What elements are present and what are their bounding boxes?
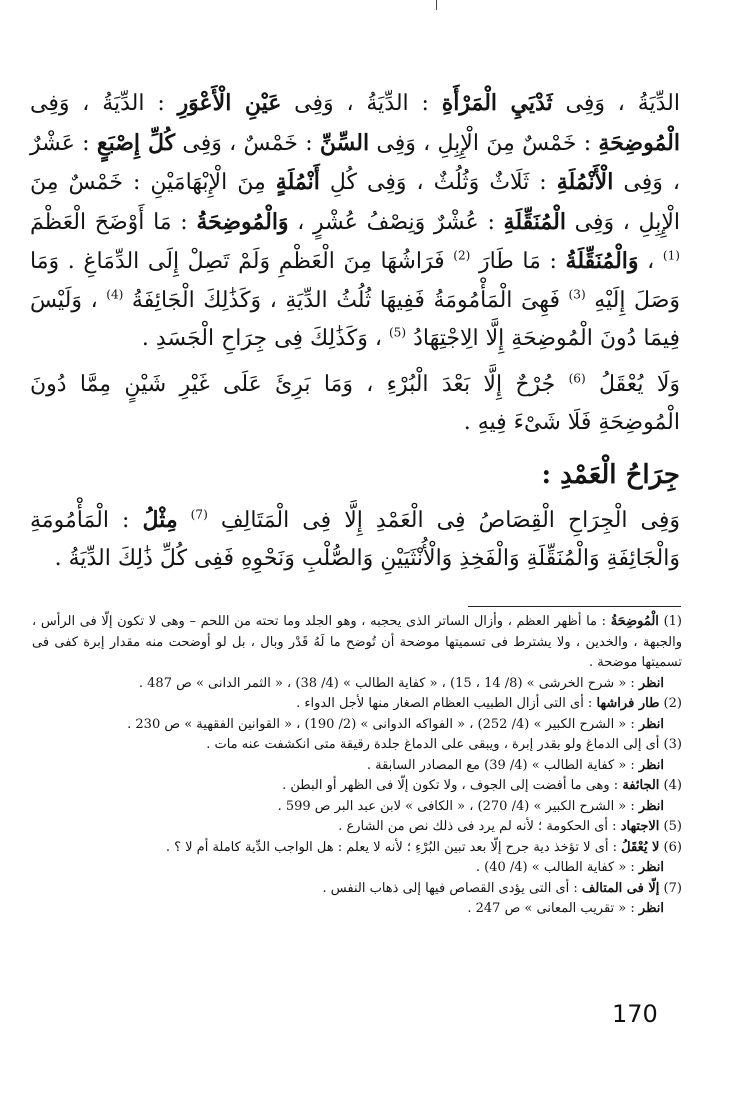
footnote-7 <box>32 879 682 900</box>
text-run: وَفِى الْجِرَاحِ الْقِصَاصُ فِى الْعَمْدِ إِلَّا فِى الْمَتَالِفِ <box>207 507 680 533</box>
source-text: : « كفاية الطالب » (4/ 39) مع المصادر السابقة . <box>366 757 639 773</box>
footnote-term: الجائفة <box>622 778 660 793</box>
footnote-term: الاجتهاد <box>620 819 660 834</box>
footnote-number: (1) <box>658 614 682 629</box>
text-run: : عُشْرٌ وَنِصْفُ عُشْرٍ ، <box>288 209 504 235</box>
footnote-ref-3: (3) <box>568 287 586 302</box>
term-one-eyed: عَيْنِ الْأَعْوَرِ <box>177 90 282 116</box>
footnote-divider <box>468 606 681 607</box>
term-fingertip: الْأَنْمُلَةِ <box>556 169 614 195</box>
term-such-as: مِثْلُ <box>142 506 178 533</box>
page-number: 170 <box>612 1000 658 1028</box>
text-run: : الدِّيَةُ ، وَفِى <box>30 91 178 116</box>
source-text: : « شرح الخرشى » (8/ 14 ، 15) ، « كفاية الطالب » (4/ 38) ، « الثمر الدانى » ص 487 . <box>138 675 639 691</box>
text-run: : الدِّيَةُ ، وَفِى <box>281 91 442 116</box>
footnote-1-source <box>32 674 682 695</box>
source-text: : « كفاية الطالب » (4/ 40) . <box>475 860 639 875</box>
text-run: : ثَلَاثٌ وَثُلُثٌ ، وَفِى كُلِ <box>319 170 557 195</box>
source-text: : « الشرح الكبير » (4/ 252) ، « الفواكه الدوانى » (2/ 190) ، « القوانين الفقهية » ص 230 . <box>127 716 639 732</box>
footnote-term: الْمُوضِحَةُ <box>610 614 659 629</box>
text-run: الدِّيَةُ ، وَفِى <box>552 91 680 116</box>
footnote-ref-4: (4) <box>106 287 124 302</box>
paragraph-healing <box>30 366 680 443</box>
text-run: فَرَاشُهَا مِنَ الْعَظْمِ وَلَمْ تَصِلْ إِلَى الدِّمَاغِ . وَمَا وَصَلَ إِلَيْهِ <box>30 249 681 313</box>
term-munaqqila: الْمُنَقِّلَةِ <box>503 208 566 235</box>
term-finger: كُلِّ إِصْبَعٍ <box>96 129 176 156</box>
see-label: انظر <box>638 757 664 773</box>
footnote-4 <box>32 776 682 797</box>
footnote-ref-1: (1) <box>662 248 680 263</box>
footnote-5 <box>32 817 682 838</box>
paragraph-diyat <box>30 84 680 359</box>
text-run: : خَمْسٌ ، وَفِى <box>175 130 320 156</box>
footnote-4-source <box>32 797 682 818</box>
main-text <box>30 84 680 579</box>
footnote-number: (5) <box>659 819 682 834</box>
term-mudiha-def: وَالْمُوضِحَةُ <box>196 208 289 235</box>
footnote-text: : وهى ما أفضت إلى الجوف ، ولا تكون إلّا فى الظهر أو البطن . <box>282 778 623 793</box>
footnote-number: (2) <box>659 696 682 711</box>
footnote-text: : أى لا تؤخذ دية جرح إلّا بعد تبين البُرْءِ ؛ لأنه لا يعلم : هل الواجب الدِّية كاملة أم لا ؟ . <box>165 839 622 855</box>
footnote-ref-5: (5) <box>388 325 407 340</box>
footnote-6-source <box>32 858 682 879</box>
term-munaqqila-def: وَالْمُنَقِّلَةُ <box>565 248 639 274</box>
text-run: : عَشْرٌ ، وَفِى <box>30 130 680 195</box>
see-label: انظر <box>638 860 664 875</box>
footnote-number: (4) <box>659 778 682 793</box>
term-thumb-tip: أَنْمُلَةٍ <box>275 169 320 195</box>
footnotes <box>32 612 682 920</box>
text-run: ، وَكَذَٰلِكَ فِى جِرَاحِ الْجَسَدِ . <box>141 326 389 351</box>
text-run: ، وَلَيْسَ فِيمَا دُونَ الْمُوضِحَةِ إِلَّا الِاجْتِهَادُ <box>30 287 680 351</box>
footnote-text: (3) أى إلى الدماغ ولو بقدر إبرة ، ويبقى على الدماغ جلدة رقيقة متى انكشفت عنه مات . <box>206 737 682 752</box>
see-label: انظر <box>638 901 664 916</box>
footnote-1 <box>32 612 682 674</box>
top-margin-mark <box>436 0 437 10</box>
footnote-text: : أى التى يؤدى القصاص فيها إلى ذهاب النفس . <box>322 880 582 896</box>
footnote-term: إلّا فى المتالف <box>581 880 660 896</box>
term-tooth: السِّنِّ <box>319 129 370 156</box>
text-run: : خَمْسٌ مِنَ الْإِبِلِ ، وَفِى <box>369 130 599 156</box>
footnote-ref-6: (6) <box>568 371 586 386</box>
footnote-text: : ما أظهر العظم ، وأزال الساتر الذى يحجبه ، وهو الجلد وما تحته من اللحم – وهى لا تكون إلّا فى الرأس ، والجبهة ، والخدين ، ولا يشترط فى تسميتها موضحة أن تُوضح ما لَهُ قَدْر وبال ، بل لو أوضحت منه مقدار إبرة كفى فى تسميتها موضحة . <box>32 614 682 670</box>
footnote-number: (7) <box>659 880 682 896</box>
source-text: : « الشرح الكبير » (4/ 270) ، « الكافى » لابن عبد البر ص 599 . <box>277 798 639 814</box>
footnote-term: طار فراشها <box>596 696 660 711</box>
footnote-6 <box>32 838 682 859</box>
text-run: جُرْحٌ إِلَّا بَعْدَ الْبُرْءِ ، وَمَا بَرِئَ عَلَى غَيْرِ شَيْنٍ مِمَّا دُونَ الْمُوضِحَةِ فَلَا شَىْءَ فِيهِ . <box>30 371 680 435</box>
footnote-2 <box>32 694 682 715</box>
footnote-3-source <box>32 756 682 777</box>
paragraph-intentional-wounds <box>30 501 680 579</box>
text-run <box>178 508 191 533</box>
footnote-3 <box>32 735 682 756</box>
footnote-ref-7: (7) <box>190 507 208 522</box>
text-run: وَلَا يُعْقَلُ <box>585 371 680 397</box>
text-run: : الْمَأْمُومَةِ وَالْجَائِفَةِ وَالْمُنَقِّلَةِ وَالْفَخِذِ وَالْأُنْثَيَيْنِ وَالصُّلْبِ وَنَحْوِهِ فَفِى كُلِّ ذَٰلِكَ الدِّيَةُ . <box>30 507 680 571</box>
section-heading: جِرَاحُ الْعَمْدِ : <box>541 459 680 490</box>
text-run: : مَا طَارَ <box>470 249 566 274</box>
term-mudiha: الْمُوضِحَةِ <box>598 129 680 156</box>
see-label: انظر <box>638 716 664 732</box>
source-text: : « تقريب المعانى » ص 247 . <box>467 901 639 916</box>
footnote-2-source <box>32 715 682 736</box>
footnote-text: : أى التى أزال الطبيب العظام الصغار منها لأجل الدواء . <box>296 696 597 711</box>
footnote-7-source <box>32 899 682 920</box>
text-run: فَهِىَ الْمَأْمُومَةُ فَفِيهَا ثُلُثُ الدِّيَةِ ، وَكَذَٰلِكَ الْجَائِفَةُ <box>123 287 569 313</box>
text-run: : مَا أَوْضَحَ الْعَظْمَ <box>30 209 197 235</box>
term-breasts: ثَدْيَيِ الْمَرْأَةِ <box>441 90 553 116</box>
footnote-text: : أى الحكومة ؛ لأنه لم يرد فى ذلك نص من الشارع . <box>338 819 621 834</box>
footnote-number: (6) <box>659 839 682 855</box>
text-run: ، <box>638 249 663 274</box>
see-label: انظر <box>638 798 664 814</box>
footnote-term: لا يُعْقَلُ <box>621 839 660 855</box>
see-label: انظر <box>638 675 664 691</box>
footnote-ref-2: (2) <box>453 248 471 263</box>
text-run: مِنَ الْإِبْهَامَيْنِ : خَمْسٌ مِنَ الْإِبِلِ ، وَفِى <box>30 170 680 235</box>
